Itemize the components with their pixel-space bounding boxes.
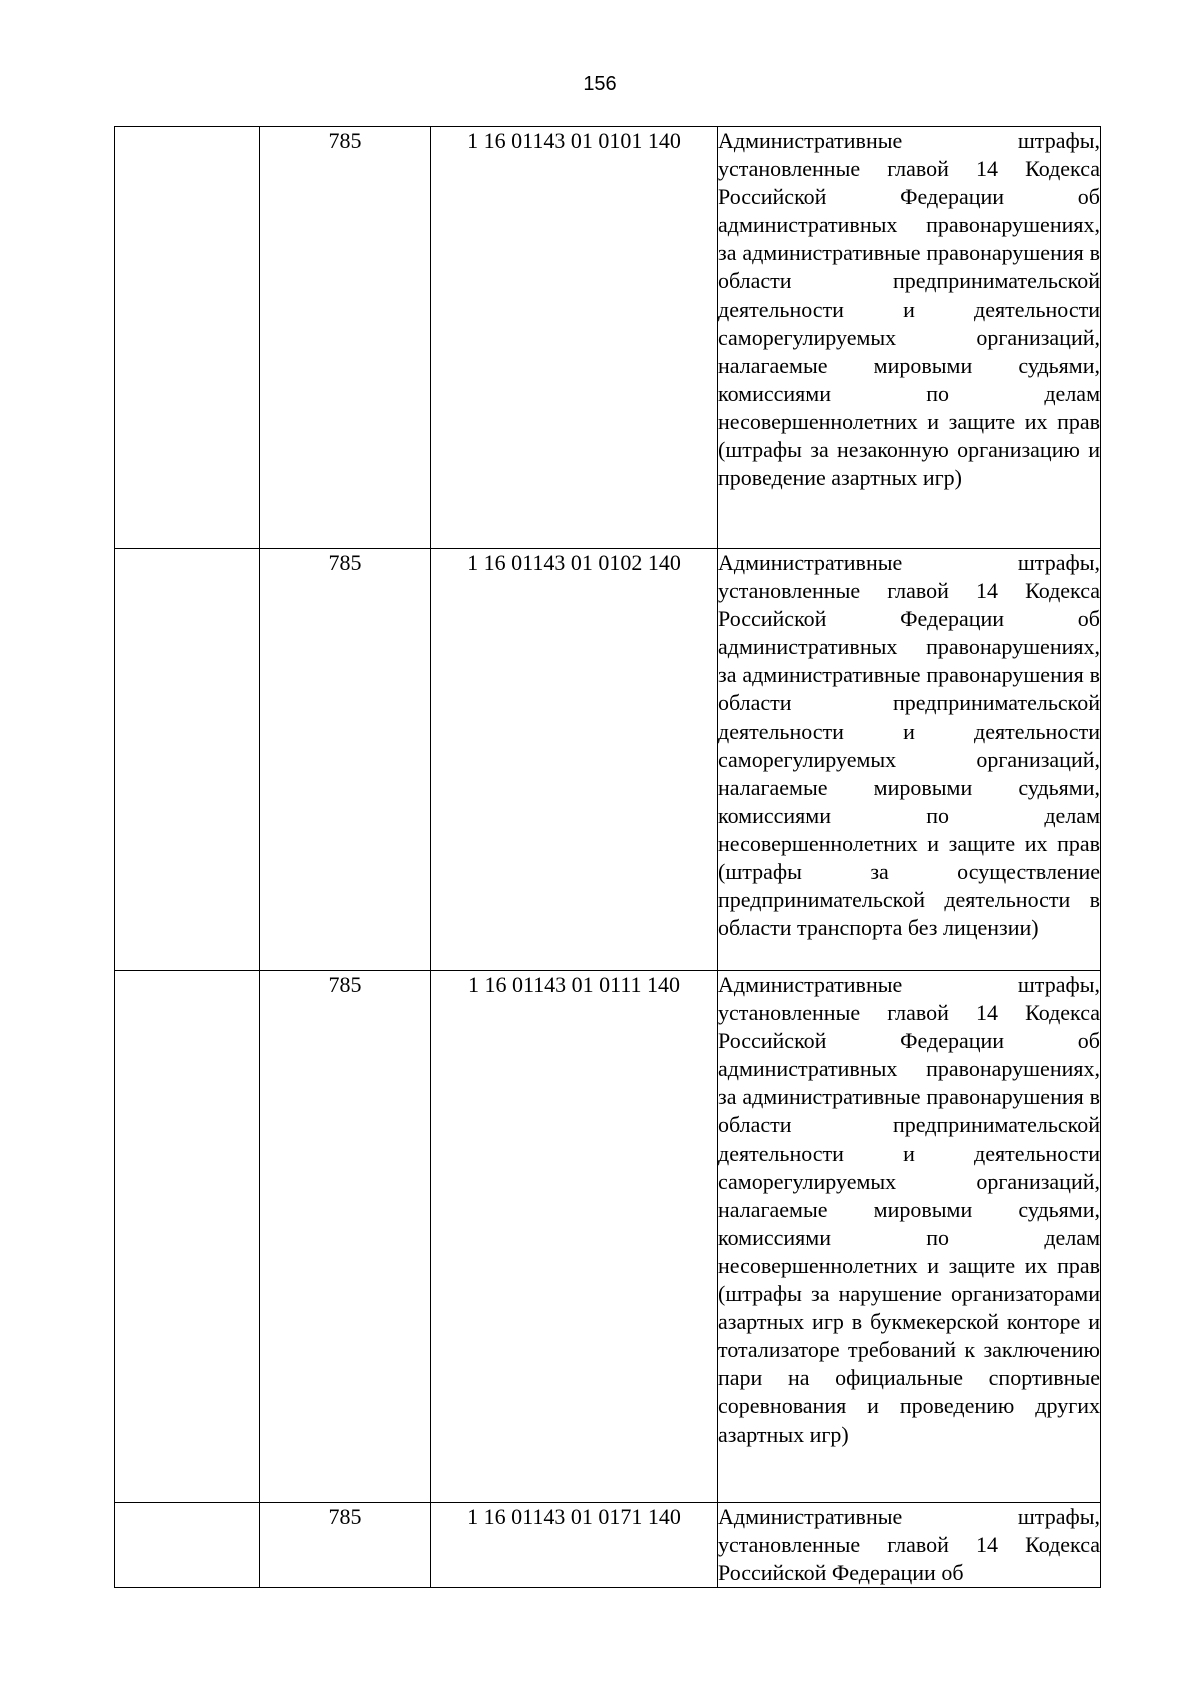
table-cell-empty <box>115 549 260 971</box>
admin-code-cell: 785 <box>260 127 431 549</box>
description-cell <box>718 127 1101 549</box>
description-text: Административные штрафы, установленные главой 14 Кодекса Российской Федерации об административных правонарушениях, за административные правонарушения в области предпринимательской деятельности и деятельности саморегулируемых организаций, налагаемые мировыми судьями, комиссиями по делам несовершеннолетних и защите их прав (штрафы за осуществление предпринимательской деятельности в области транспорта без лицензии) <box>718 550 1100 941</box>
table-row <box>115 971 1101 1503</box>
table-row <box>115 127 1101 549</box>
table-cell-empty <box>115 1503 260 1588</box>
description-cell <box>718 549 1101 971</box>
table-row <box>115 1503 1101 1588</box>
description-cell <box>718 971 1101 1503</box>
description-text: Административные штрафы, установленные главой 14 Кодекса Российской Федерации об административных правонарушениях, за административные правонарушения в области предпринимательской деятельности и деятельности саморегулируемых организаций, налагаемые мировыми судьями, комиссиями по делам несовершеннолетних и защите их прав (штрафы за незаконную организацию и проведение азартных игр) <box>718 128 1100 491</box>
kbk-code-cell: 1 16 01143 01 0102 140 <box>431 549 718 971</box>
description-cell <box>718 1503 1101 1588</box>
kbk-code-cell: 1 16 01143 01 0111 140 <box>431 971 718 1503</box>
description-text: Административные штрафы, установленные главой 14 Кодекса Российской Федерации об <box>718 1504 1100 1586</box>
admin-code-cell: 785 <box>260 1503 431 1588</box>
description-text: Административные штрафы, установленные главой 14 Кодекса Российской Федерации об административных правонарушениях, за административные правонарушения в области предпринимательской деятельности и деятельности саморегулируемых организаций, налагаемые мировыми судьями, комиссиями по делам несовершеннолетних и защите их прав (штрафы за нарушение организаторами азартных игр в букмекерской конторе и тотализаторе требований к заключению пари на официальные спортивные соревнования и проведению других азартных игр) <box>718 972 1100 1447</box>
table-cell-empty <box>115 971 260 1503</box>
table-cell-empty <box>115 127 260 549</box>
admin-code-cell: 785 <box>260 971 431 1503</box>
table-row <box>115 549 1101 971</box>
admin-code-cell: 785 <box>260 549 431 971</box>
kbk-code-cell: 1 16 01143 01 0101 140 <box>431 127 718 549</box>
page-number: 156 <box>583 73 617 95</box>
revenue-codes-table <box>114 126 1101 1588</box>
kbk-code-cell: 1 16 01143 01 0171 140 <box>431 1503 718 1588</box>
